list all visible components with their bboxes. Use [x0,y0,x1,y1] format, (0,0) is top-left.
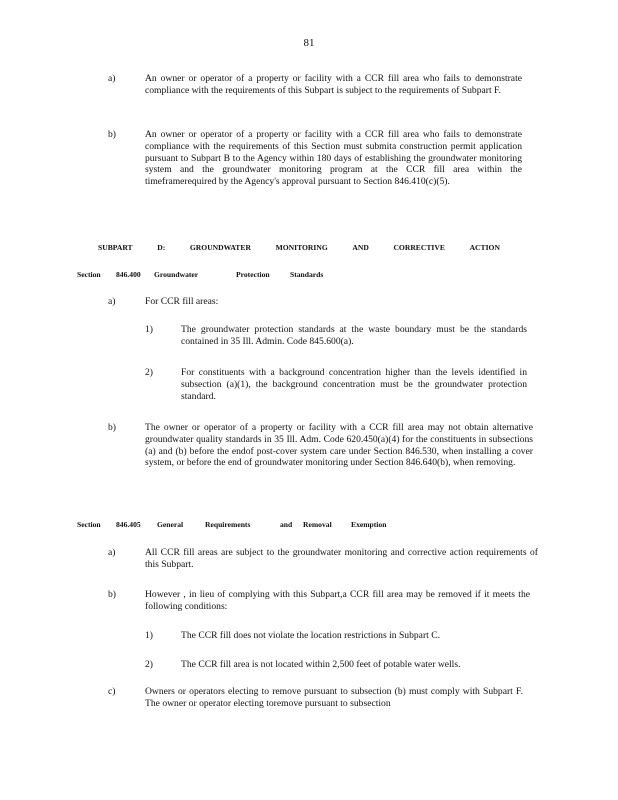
subpart-monitoring: MONITORING [275,243,328,252]
subpart-heading [98,243,500,252]
section-405-title-1: General [157,520,184,529]
subpart-action: ACTION [469,243,500,252]
s405-b2-label: 2) [145,659,153,670]
subpart-groundwater: GROUNDWATER [189,243,251,252]
s400-a2-label: 2) [145,367,153,378]
section-405-title-4: Removal [303,520,332,529]
s405-b-text: However , in lieu of complying with this Subpart,a CCR fill area may be removed if it meets the following conditions: [145,589,530,612]
s405-b-label: b) [108,589,116,600]
s400-a2-text: For constituents with a background concentration higher than the levels identified in subsection (a)(1), the background concentration must be the groundwater protection standard. [181,367,527,402]
section-405-title-3: and [280,520,293,529]
page-number: 81 [303,37,315,49]
s405-a-text: All CCR fill areas are subject to the groundwater monitoring and corrective action requirements of this Subpart. [145,547,538,570]
subpart-and: AND [352,243,369,252]
section-400-label: Section [77,270,101,279]
s400-a-text: For CCR fill areas: [145,296,219,307]
section-405-title-5: Exemption [351,520,387,529]
section-405-number: 846.405 [116,520,141,529]
subpart-corrective: CORRECTIVE [393,243,445,252]
s405-b1-label: 1) [145,630,153,641]
s400-a1-label: 1) [145,324,153,335]
section-405-label: Section [77,520,101,529]
s400-a-label: a) [108,296,116,307]
s405-c-label: c) [108,686,116,697]
s405-b1-text: The CCR fill does not violate the location restrictions in Subpart C. [181,630,440,641]
section-400-number: 846.400 [116,270,141,279]
subpart-letter: D: [157,243,166,252]
item-a-label: a) [108,73,116,84]
item-b-text: An owner or operator of a property or facility with a CCR fill area who fails to demonstrate compliance with the requirements of this Section must submita construction permit application pursuant to Subpart B to the Agency within 180 days of establishing the groundwater monitoring system and the groundwater monitoring program at the CCR fill area within the timeframerequired by the Agency's approval pursuant to Section 846.410(c)(5). [145,129,522,188]
section-400-title-2: Protection [236,270,270,279]
section-405-title-2: Requirements [205,520,251,529]
s405-a-label: a) [108,547,116,558]
s400-b-label: b) [108,422,116,433]
section-400-title-1: Groundwater [154,270,199,279]
item-a-text: An owner or operator of a property or facility with a CCR fill area who fails to demonstrate compliance with the requirements of this Subpart is subject to the requirements of Subpart F. [145,73,522,96]
s405-c-text: Owners or operators electing to remove pursuant to subsection (b) must comply with Subpart F. The owner or operator electing toremove pursuant to subsection [145,686,523,709]
s400-b-text: The owner or operator of a property or facility with a CCR fill area may not obtain alternative groundwater quality standards in 35 Ill. Adm. Code 620.450(a)(4) for the constituents in subsections (a) and (b) before the endof post-cover system care under Section 846.530, when installing a cover system, or before the end of groundwater monitoring under Section 846.640(b), when removing. [145,422,533,469]
s400-a1-text: The groundwater protection standards at the waste boundary must be the standards contained in 35 Ill. Admin. Code 845.600(a). [181,324,527,347]
section-400-title-3: Standards [290,270,324,279]
subpart-word: SUBPART [98,243,133,252]
s405-b2-text: The CCR fill area is not located within 2,500 feet of potable water wells. [181,659,461,670]
item-b-label: b) [108,129,116,140]
